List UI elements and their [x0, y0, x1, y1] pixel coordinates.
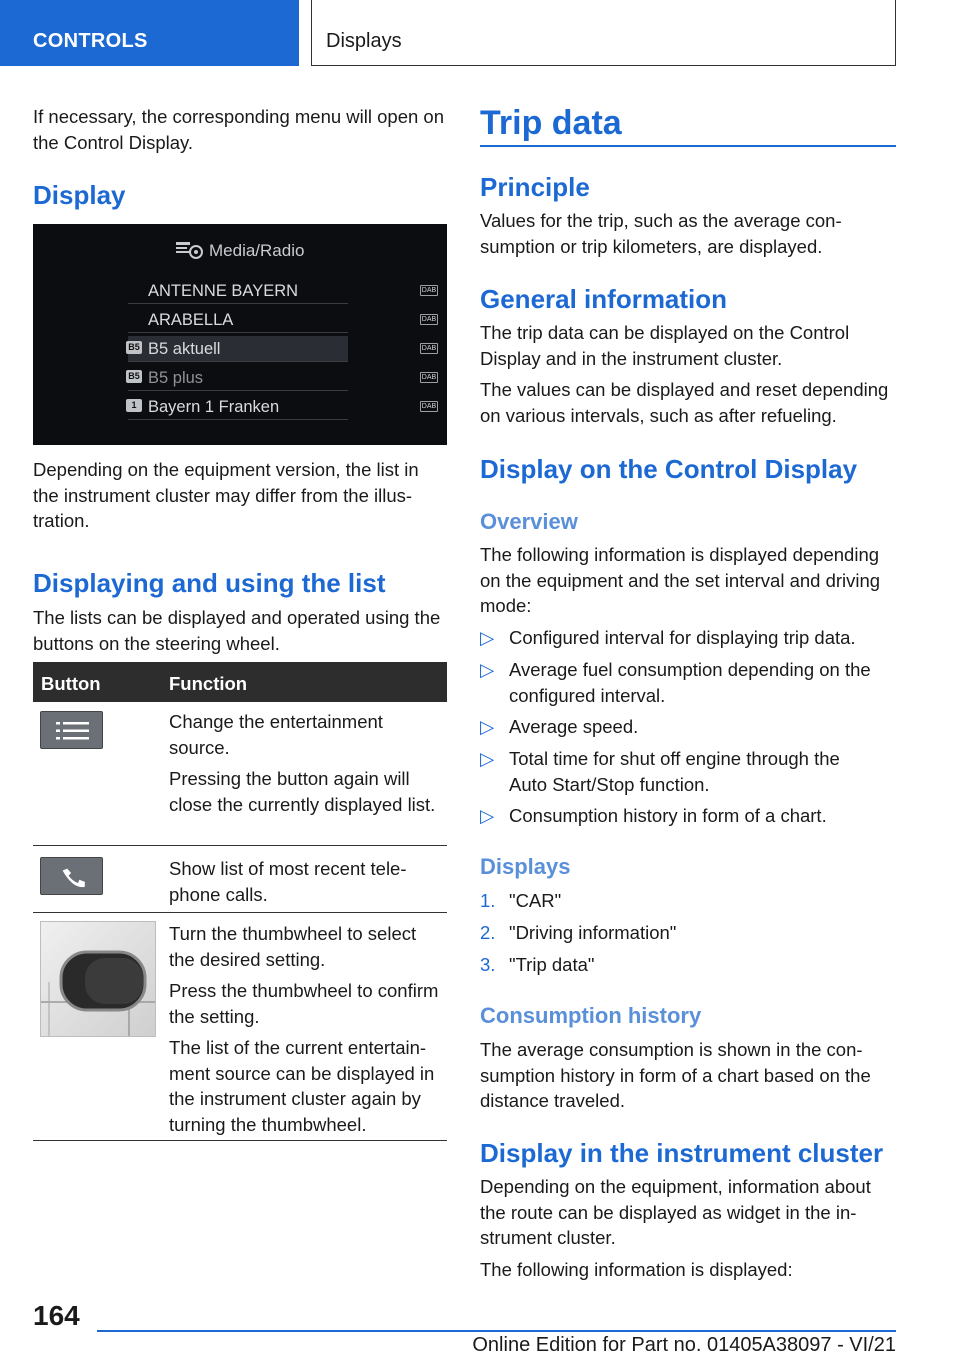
step-number: 2.: [480, 922, 496, 943]
step-number: 1.: [480, 890, 496, 911]
table-cell-function: Show list of most recent telephone calls.: [169, 858, 407, 905]
thumbwheel-icon: [40, 921, 156, 1037]
station-label: ARABELLA: [148, 311, 234, 329]
table-cell-function: Press the thumbwheel to confirm the setting.: [169, 980, 439, 1027]
station-row: [128, 365, 437, 391]
triangle-bullet-icon: ▷: [480, 805, 495, 826]
station-logo-icon: B5: [126, 341, 142, 354]
trip-data-heading: Trip data: [480, 104, 622, 142]
dab-icon: DAB: [421, 316, 437, 323]
table-cell-function: Turn the thumbwheel to select the desired setting.: [169, 923, 417, 970]
principle-text: Values for the trip, such as the average consumption or trip kilometers, are displayed.: [480, 210, 842, 257]
dab-icon: DAB: [421, 345, 437, 352]
chapter-tab: [311, 0, 896, 66]
screen-note: Depending on the equipment version, the list in the instrument cluster may differ from the illustration.: [33, 459, 419, 531]
overview-heading: Overview: [480, 509, 578, 534]
edition-text: Online Edition for Part no. 01405A38097 - VI/21: [472, 1334, 896, 1356]
principle-heading: Principle: [480, 172, 590, 202]
phone-icon: [40, 857, 103, 895]
station-label: Bayern 1 Franken: [148, 398, 280, 416]
page-number: 164: [33, 1300, 80, 1331]
chapter-title: Displays: [326, 30, 402, 52]
displays-heading: Displays: [480, 854, 571, 879]
overview-text: The following information is displayed depending on the equipment and the set interval and driving mode:: [480, 544, 881, 616]
triangle-bullet-icon: ▷: [480, 716, 495, 737]
instrument-cluster-heading: Display in the instrument cluster: [480, 1138, 884, 1168]
table-header: [33, 662, 447, 702]
column-header-function: Function: [169, 673, 248, 694]
triangle-bullet-icon: ▷: [480, 659, 495, 680]
display-heading: Display: [33, 180, 126, 210]
table-cell-function: Pressing the button again will close the currently displayed list.: [169, 768, 436, 815]
table-cell-function: Change the entertainment source.: [169, 711, 383, 758]
triangle-bullet-icon: ▷: [480, 627, 495, 648]
media-radio-screenshot: [33, 224, 447, 445]
table-divider: [33, 845, 447, 846]
consumption-history-heading: Consumption history: [480, 1003, 702, 1028]
column-header-button: Button: [41, 673, 101, 694]
dab-icon: DAB: [421, 287, 437, 294]
station-label: B5 plus: [148, 369, 204, 387]
table-divider: [33, 912, 447, 913]
station-row: [128, 278, 437, 304]
footer-rule: [97, 1330, 896, 1332]
station-label: B5 aktuell: [148, 340, 221, 358]
instrument-cluster-text: Depending on the equipment, information about the route can be displayed as widget in the instrument cluster.: [480, 1176, 871, 1248]
list-intro: The lists can be displayed and operated using the buttons on the steering wheel.: [33, 607, 441, 654]
section-title: CONTROLS: [33, 30, 148, 52]
intro-text: If necessary, the corresponding menu will open on the Control Display.: [33, 106, 445, 153]
list-icon: [40, 711, 103, 749]
table-divider: [33, 1140, 447, 1141]
station-label: ANTENNE BAYERN: [148, 282, 299, 300]
consumption-history-text: The average consumption is shown in the consumption history in form of a chart based on the distance traveled.: [480, 1039, 871, 1111]
general-info-heading: General information: [480, 284, 728, 314]
heading-rule: [480, 145, 896, 147]
instrument-cluster-text: The following information is displayed:: [480, 1259, 793, 1280]
dab-icon: DAB: [421, 403, 437, 410]
button-function-table: [33, 662, 447, 1144]
station-logo-icon: B5: [126, 370, 142, 383]
station-row: [128, 336, 437, 362]
control-display-heading: Display on the Control Display: [480, 454, 858, 484]
dab-icon: DAB: [421, 374, 437, 381]
station-logo-icon: 1: [126, 399, 142, 412]
list-heading: Displaying and using the list: [33, 568, 386, 598]
screen-title: Media/Radio: [209, 241, 305, 260]
step-number: 3.: [480, 954, 496, 975]
general-info-text: The trip data can be displayed on the Control Display and in the instrument cluster.: [480, 322, 850, 369]
media-radio-icon: [174, 238, 204, 260]
general-info-text: The values can be displayed and reset depending on various intervals, such as after refueling.: [480, 379, 889, 426]
table-cell-function: The list of the current entertainment source can be displayed in the instrument cluster again by turning the thumbwheel.: [169, 1037, 435, 1135]
triangle-bullet-icon: ▷: [480, 748, 495, 769]
station-row: [128, 307, 437, 333]
station-row: [128, 394, 437, 420]
section-tab: [0, 0, 299, 66]
